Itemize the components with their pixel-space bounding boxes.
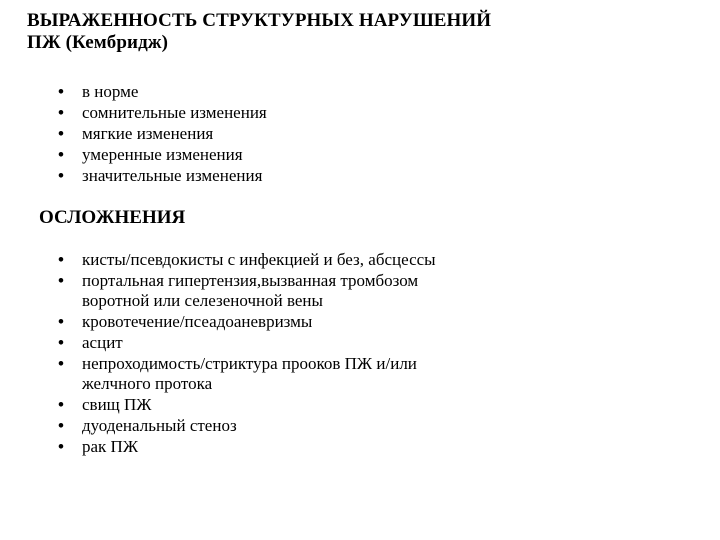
list-item	[58, 103, 267, 123]
bullet-icon: •	[58, 312, 64, 331]
bullet-icon: •	[58, 250, 64, 269]
list-item-text: рак ПЖ	[82, 437, 139, 456]
list-item-text: дуоденальный стеноз	[82, 416, 237, 435]
list-item	[58, 395, 436, 415]
list-item-text: значительные изменения	[82, 166, 263, 185]
bullet-icon: •	[58, 145, 64, 164]
complications-heading: ОСЛОЖНЕНИЯ	[39, 207, 186, 228]
list-item-text: свищ ПЖ	[82, 395, 152, 414]
bullet-icon: •	[58, 166, 64, 185]
list-item-text: кровотечение/псеадоаневризмы	[82, 312, 313, 331]
title-line-2: ПЖ (Кембридж)	[27, 32, 169, 53]
list-item	[58, 166, 267, 186]
bullet-icon: •	[58, 124, 64, 143]
list-item	[58, 124, 267, 144]
slide-title	[27, 10, 687, 54]
list-item-text: сомнительные изменения	[82, 103, 267, 122]
bullet-icon: •	[58, 103, 64, 122]
bullet-icon: •	[58, 395, 64, 414]
list-item	[58, 437, 436, 457]
list-item	[58, 354, 436, 394]
list-item-text: непроходимость/стриктура прооков ПЖ и/или желчного протока	[82, 354, 417, 393]
list-item	[58, 312, 436, 332]
list-item	[58, 333, 436, 353]
bullet-icon: •	[58, 333, 64, 352]
list-item	[58, 271, 436, 311]
list-item	[58, 250, 436, 270]
list-item	[58, 145, 267, 165]
bullet-icon: •	[58, 437, 64, 456]
list-item-text: умеренные изменения	[82, 145, 243, 164]
bullet-icon: •	[58, 82, 64, 101]
list-item-text: мягкие изменения	[82, 124, 214, 143]
complications-list	[58, 250, 436, 458]
list-item	[58, 416, 436, 436]
title-line-1: ВЫРАЖЕННОСТЬ СТРУКТУРНЫХ НАРУШЕНИЙ	[27, 10, 492, 31]
bullet-icon: •	[58, 271, 64, 290]
list-item	[58, 82, 267, 102]
bullet-icon: •	[58, 416, 64, 435]
list-item-text: кисты/псевдокисты с инфекцией и без, абсцессы	[82, 250, 436, 269]
list-item-text: в норме	[82, 82, 139, 101]
list-item-text: асцит	[82, 333, 123, 352]
bullet-icon: •	[58, 354, 64, 373]
severity-list	[58, 82, 267, 187]
list-item-text: портальная гипертензия,вызванная тромбозом воротной или селезеночной вены	[82, 271, 419, 310]
